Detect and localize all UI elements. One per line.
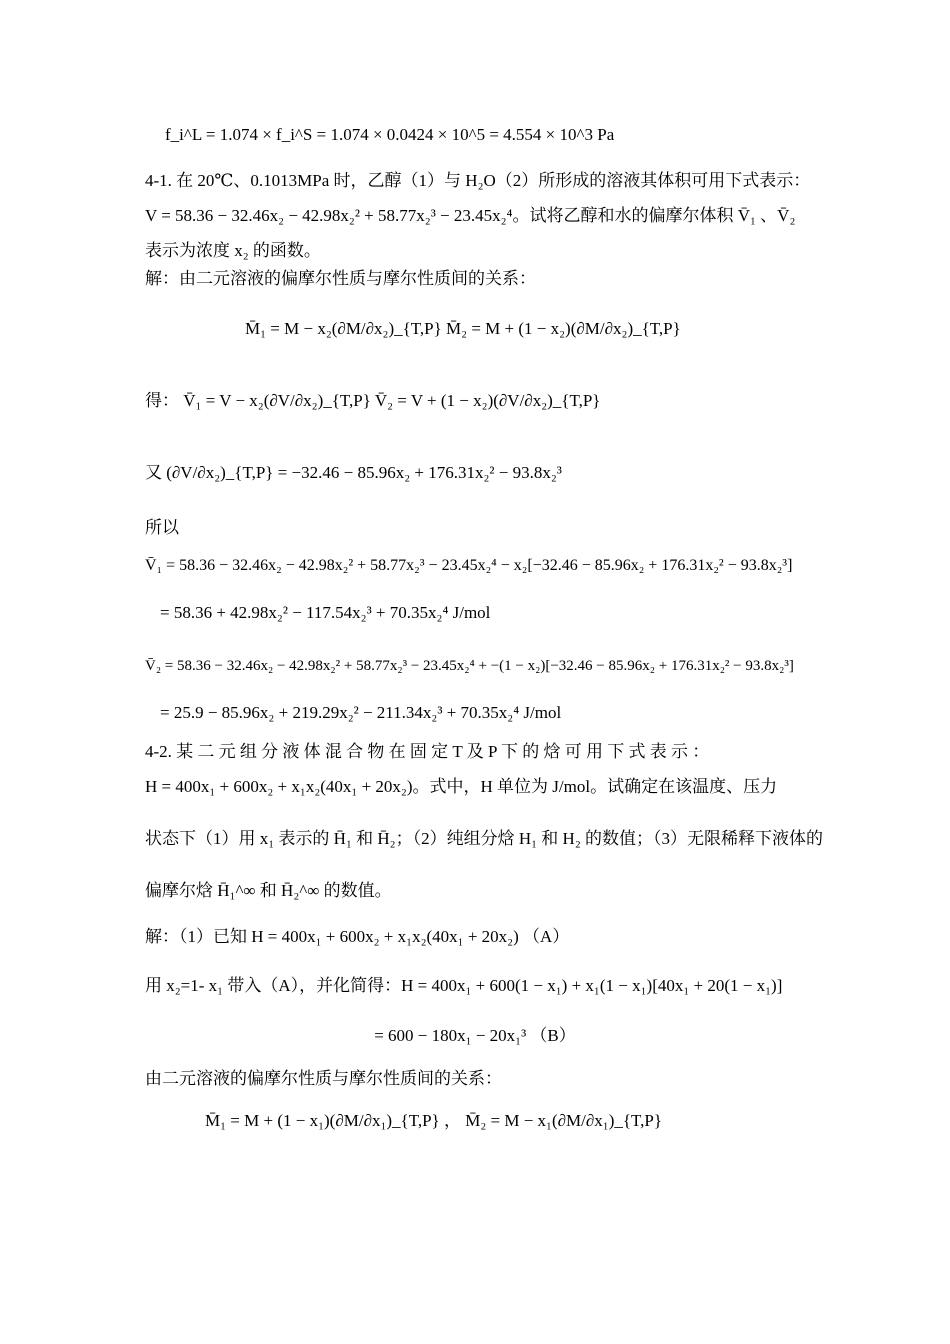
eq-v1-result: = 58.36 + 42.98x₂² − 117.54x₂³ + 70.35x₂⁴ J/mol [160, 603, 491, 622]
problem-4-2-task-2: 偏摩尔焓 H̄₁^∞ 和 H̄₂^∞ 的数值。 [145, 881, 392, 900]
problem-4-1-task: 表示为浓度 x₂ 的函数。 [145, 241, 321, 260]
eq-simplified: = 600 − 180x₁ − 20x₁³ （B） [374, 1026, 576, 1045]
eq-derivative: 又 (∂V/∂x₂)_{T,P} = −32.46 − 85.96x₂ + 176.31x₂² − 93.8x₂³ [145, 463, 562, 482]
solution-relations-intro: 解：由二元溶液的偏摩尔性质与摩尔性质间的关系： [145, 269, 536, 288]
eq-partial-molar-volume: 得： V̄₁ = V − x₂(∂V/∂x₂)_{T,P} V̄₂ = V + (1 − x₂)(∂V/∂x₂)_{T,P} [145, 391, 601, 410]
solution-relations-intro-2: 由二元溶液的偏摩尔性质与摩尔性质间的关系： [145, 1069, 502, 1088]
problem-4-1-statement: 4-1. 在 20℃、0.1013MPa 时，乙醇（1）与 H₂O（2）所形成的溶液其体积可用下式表示： [145, 171, 811, 190]
problem-4-2-task-1: 状态下（1）用 x₁ 表示的 H̄₁ 和 H̄₂；（2）纯组分焓 H₁ 和 H₂ 的数值；（3）无限稀释下液体的 [145, 829, 823, 848]
eq-partial-molar-general: M̄₁ = M − x₂(∂M/∂x₂)_{T,P} M̄₂ = M + (1 − x₂)(∂M/∂x₂)_{T,P} [245, 319, 681, 338]
eq-substitution: 用 x₂=1- x₁ 带入（A），并化简得：H = 400x₁ + 600(1 − x₁) + x₁(1 − x₁)[40x₁ + 20(1 − x₁)] [145, 976, 783, 995]
eq-fugacity: f_i^L = 1.074 × f_i^S = 1.074 × 0.0424 × 10^5 = 4.554 × 10^3 Pa [165, 125, 615, 144]
problem-4-2-statement: 4-2. 某 二 元 组 分 液 体 混 合 物 在 固 定 T 及 P 下 的 焓 可 用 下 式 表 示 ： [145, 742, 710, 761]
eq-v1-expanded: V̄₁ = 58.36 − 32.46x₂ − 42.98x₂² + 58.77x₂³ − 23.45x₂⁴ − x₂[−32.46 − 85.96x₂ + 176.31x₂² − 93.8x₂³] [145, 557, 793, 574]
eq-v2-result: = 25.9 − 85.96x₂ + 219.29x₂² − 211.34x₂³ + 70.35x₂⁴ J/mol [160, 703, 562, 722]
eq-enthalpy-definition: H = 400x₁ + 600x₂ + x₁x₂(40x₁ + 20x₂)。式中，H 单位为 J/mol。试确定在该温度、压力 [145, 777, 778, 796]
text-therefore: 所以 [145, 518, 179, 537]
eq-partial-molar-x1: M̄₁ = M + (1 − x₁)(∂M/∂x₁)_{T,P} ， M̄₂ = M − x₁(∂M/∂x₁)_{T,P} [205, 1111, 662, 1130]
eq-known-enthalpy: 解：（1）已知 H = 400x₁ + 600x₂ + x₁x₂(40x₁ + 20x₂) （A） [145, 927, 570, 946]
eq-v2-expanded: V̄₂ = 58.36 − 32.46x₂ − 42.98x₂² + 58.77x₂³ − 23.45x₂⁴ + −(1 − x₂)[−32.46 − 85.96x₂ + 176.31x₂² − 93.8x₂³] [145, 658, 794, 674]
eq-volume-definition: V = 58.36 − 32.46x₂ − 42.98x₂² + 58.77x₂³ − 23.45x₂⁴。试将乙醇和水的偏摩尔体积 V̄₁ 、V̄₂ [145, 206, 796, 225]
